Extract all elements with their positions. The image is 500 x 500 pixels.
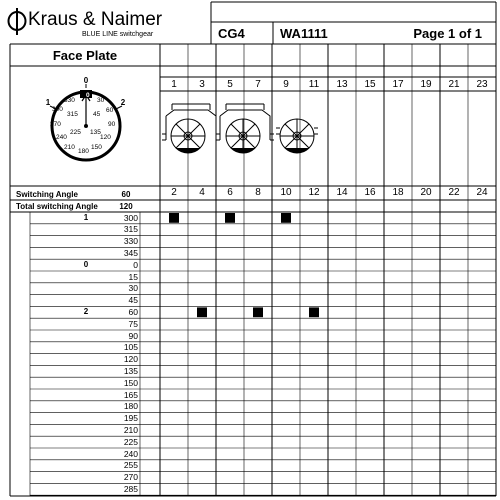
- angle-value: 225: [123, 436, 138, 447]
- angle-value: 105: [123, 342, 138, 353]
- closed-contact-mark: [225, 213, 235, 223]
- dial-angle: 225: [70, 129, 81, 136]
- dial-angle: 135: [90, 129, 101, 136]
- angle-value: 180: [123, 401, 138, 412]
- dial-position-0: 0: [83, 76, 89, 85]
- dial-angle: 45: [93, 111, 101, 118]
- angle-value: 240: [123, 448, 138, 459]
- terminal-bottom-label: 16: [364, 187, 376, 198]
- dial-angle: 330: [64, 97, 75, 104]
- closed-contact-mark: [253, 307, 263, 317]
- total-switching-angle-value: 120: [119, 202, 133, 211]
- dial-angle: 315: [67, 111, 78, 118]
- closed-contact-mark: [169, 213, 179, 223]
- terminal-top-label: 1: [171, 79, 177, 90]
- terminal-bottom-label: 4: [199, 187, 205, 198]
- dial-position-2: 2: [120, 98, 126, 107]
- angle-value: 195: [123, 413, 138, 424]
- terminal-bottom-label: 2: [171, 187, 177, 198]
- angle-value: 30: [128, 283, 138, 294]
- angle-value: 75: [128, 318, 138, 329]
- angle-value: 330: [123, 236, 138, 247]
- closed-contact-mark: [197, 307, 207, 317]
- terminal-top-label: 11: [308, 79, 320, 90]
- angle-value: 135: [123, 365, 138, 376]
- angle-value: 0: [133, 259, 138, 270]
- terminal-bottom-label: 18: [392, 187, 404, 198]
- switching-angle-label: Switching Angle: [16, 190, 78, 199]
- switching-angle-value: 60: [121, 190, 131, 199]
- terminal-top-label: 15: [364, 79, 376, 90]
- face-plate-title: Face Plate: [52, 48, 118, 63]
- page-indicator: Page 1 of 1: [413, 26, 482, 41]
- dial-angle: 240: [56, 134, 67, 141]
- terminal-top-label: 7: [255, 79, 261, 90]
- dial-angle: 300: [52, 106, 63, 113]
- angle-value: 345: [123, 247, 138, 258]
- terminal-top-label: 21: [448, 79, 460, 90]
- brand-name: Kraus & Naimer: [28, 9, 163, 30]
- brand-tagline: BLUE LINE switchgear: [82, 31, 154, 38]
- angle-value: 165: [123, 389, 138, 400]
- closed-contact-mark: [281, 213, 291, 223]
- terminal-bottom-label: 8: [255, 187, 261, 198]
- angle-value: 285: [123, 483, 138, 494]
- terminal-bottom-label: 6: [227, 187, 233, 198]
- dial-angle: 210: [64, 144, 75, 151]
- angle-value: 270: [123, 472, 138, 483]
- model-code: CG4: [218, 26, 245, 41]
- angle-value: 255: [123, 460, 138, 471]
- angle-value: 90: [128, 330, 138, 341]
- terminal-top-label: 13: [336, 79, 348, 90]
- dial-position-1: 1: [45, 98, 51, 107]
- terminal-top-label: 3: [199, 79, 205, 90]
- terminal-top-label: 17: [392, 79, 404, 90]
- terminal-bottom-label: 24: [476, 187, 488, 198]
- part-number: WA1111: [280, 26, 328, 41]
- dial-angle: 90: [108, 121, 116, 128]
- terminal-bottom-label: 12: [308, 187, 320, 198]
- dial-angle: 180: [78, 148, 89, 155]
- total-switching-angle-label: Total switching Angle: [16, 202, 98, 211]
- angle-value: 60: [128, 306, 138, 317]
- angle-value: 45: [128, 295, 138, 306]
- dial-angle: 150: [91, 144, 102, 151]
- angle-value: 300: [123, 212, 138, 223]
- terminal-top-label: 5: [227, 79, 233, 90]
- angle-value: 210: [123, 424, 138, 435]
- terminal-top-label: 23: [476, 79, 488, 90]
- angle-value: 15: [128, 271, 138, 282]
- terminal-bottom-label: 20: [420, 187, 432, 198]
- terminal-bottom-label: 22: [448, 187, 460, 198]
- position-label: 1: [83, 212, 89, 222]
- angle-value: 315: [123, 224, 138, 235]
- angle-value: 150: [123, 377, 138, 388]
- closed-contact-mark: [309, 307, 319, 317]
- terminal-top-label: 19: [420, 79, 432, 90]
- position-label: 2: [83, 306, 89, 316]
- dial-angle: 60: [106, 107, 114, 114]
- angle-value: 120: [123, 354, 138, 365]
- dial-angle: 270: [50, 121, 61, 128]
- dial-angle: 30: [97, 97, 105, 104]
- dial-angle: 0: [86, 92, 90, 99]
- terminal-bottom-label: 10: [280, 187, 292, 198]
- terminal-bottom-label: 14: [336, 187, 348, 198]
- terminal-top-label: 9: [283, 79, 289, 90]
- dial-angle: 120: [100, 134, 111, 141]
- position-label: 0: [83, 259, 89, 269]
